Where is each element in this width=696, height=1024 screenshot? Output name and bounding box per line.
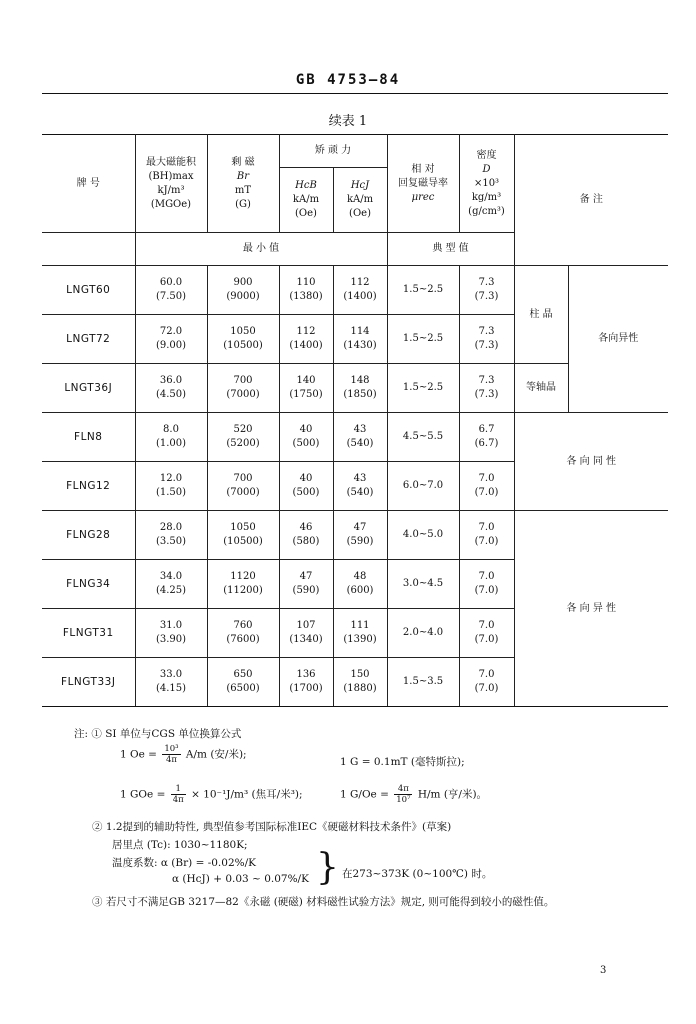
br-cell: 1050 (10500) xyxy=(207,511,279,560)
note-2-temp-range: 在273~373K (0~100℃) 时。 xyxy=(342,868,493,880)
hcb-cell: 110 (1380) xyxy=(279,266,333,315)
hcj-cell: 111 (1390) xyxy=(333,609,387,658)
note-1-formula-g-per-oe: 1 G/Oe = $\frac{4\pi}{\text{10⁷}}$ H/m (亨/米)。 xyxy=(340,784,488,805)
permeability-cell: 1.5~2.5 xyxy=(387,364,459,413)
hcb-cell: 47 (590) xyxy=(279,560,333,609)
density-cell: 6.7 (6.7) xyxy=(459,413,514,462)
br-cell: 650 (6500) xyxy=(207,658,279,707)
remark-isotropic: 各 向 同 性 xyxy=(514,413,668,511)
density-cell: 7.0 (7.0) xyxy=(459,658,514,707)
grade-cell: FLNGT33J xyxy=(42,658,135,707)
header-rule xyxy=(42,93,668,94)
grade-cell: LNGT60 xyxy=(42,266,135,315)
permeability-cell: 3.0~4.5 xyxy=(387,560,459,609)
note-1-formula-gauss: 1 G = 0.1mT (毫特斯拉); xyxy=(340,756,465,768)
note-2-temp-coeff-br: 温度系数: α (Br) = -0.02%/K xyxy=(112,857,256,869)
grade-cell: LNGT72 xyxy=(42,315,135,364)
density-cell: 7.0 (7.0) xyxy=(459,511,514,560)
grade-header: 牌 号 xyxy=(42,135,135,233)
remark-equiaxed: 等轴晶 xyxy=(514,364,568,413)
br-cell: 1120 (11200) xyxy=(207,560,279,609)
grade-cell: FLN8 xyxy=(42,413,135,462)
bh-cell: 36.0 (4.50) xyxy=(135,364,207,413)
typical-value-label: 典 型 值 xyxy=(387,233,514,266)
note-2-title: ② 1.2提到的辅助特性, 典型值参考国际标准IEC《硬磁材料技术条件》(草案) xyxy=(92,821,452,833)
density-cell: 7.0 (7.0) xyxy=(459,462,514,511)
hcb-cell: 112 (1400) xyxy=(279,315,333,364)
hcj-cell: 43 (540) xyxy=(333,413,387,462)
hcb-cell: 136 (1700) xyxy=(279,658,333,707)
density-cell: 7.0 (7.0) xyxy=(459,560,514,609)
permeability-cell: 1.5~2.5 xyxy=(387,266,459,315)
bh-cell: 33.0 (4.15) xyxy=(135,658,207,707)
br-cell: 1050 (10500) xyxy=(207,315,279,364)
br-cell: 900 (9000) xyxy=(207,266,279,315)
table-caption: 续表 1 xyxy=(328,114,368,129)
standard-number: GB 4753—84 xyxy=(295,72,401,88)
br-header: 剩 磁 Br mT (G) xyxy=(207,135,279,233)
remark-anisotropic-2: 各 向 异 性 xyxy=(514,511,668,707)
br-cell: 760 (7600) xyxy=(207,609,279,658)
bh-header: 最大磁能积 (BH)max kJ/m³ (MGOe) xyxy=(135,135,207,233)
grade-cell: FLNG34 xyxy=(42,560,135,609)
bh-cell: 60.0 (7.50) xyxy=(135,266,207,315)
remark-anisotropic-1: 各向异性 xyxy=(568,266,668,413)
table-row xyxy=(42,266,668,315)
hcj-cell: 150 (1880) xyxy=(333,658,387,707)
density-cell: 7.3 (7.3) xyxy=(459,266,514,315)
note-1-formula-oe: 1 Oe = $\frac{\text{10³}}{4\pi}$ A/m (安/米); xyxy=(120,744,247,765)
hcb-cell: 40 (500) xyxy=(279,462,333,511)
hcb-cell: 140 (1750) xyxy=(279,364,333,413)
brace-icon: } xyxy=(316,847,339,888)
table-row xyxy=(42,413,668,462)
grade-cell: FLNGT31 xyxy=(42,609,135,658)
hcj-cell: 43 (540) xyxy=(333,462,387,511)
bh-cell: 34.0 (4.25) xyxy=(135,560,207,609)
permeability-cell: 6.0~7.0 xyxy=(387,462,459,511)
hcb-header: HcB kA/m (Oe) xyxy=(279,168,333,233)
hcb-cell: 40 (500) xyxy=(279,413,333,462)
note-1-title: 注: ① SI 单位与CGS 单位换算公式 xyxy=(74,728,242,740)
br-cell: 700 (7000) xyxy=(207,364,279,413)
bh-cell: 31.0 (3.90) xyxy=(135,609,207,658)
permeability-cell: 4.0~5.0 xyxy=(387,511,459,560)
grade-header-spacer xyxy=(42,233,135,266)
permeability-header: 相 对 回复磁导率 μrec xyxy=(387,135,459,233)
br-cell: 520 (5200) xyxy=(207,413,279,462)
permeability-cell: 1.5~2.5 xyxy=(387,315,459,364)
table-row xyxy=(42,511,668,560)
hcj-cell: 114 (1430) xyxy=(333,315,387,364)
density-cell: 7.3 (7.3) xyxy=(459,364,514,413)
density-cell: 7.3 (7.3) xyxy=(459,315,514,364)
bh-cell: 8.0 (1.00) xyxy=(135,413,207,462)
bh-cell: 72.0 (9.00) xyxy=(135,315,207,364)
note-2-temp-coeff-hcj: α (HcJ) + 0.03 ~ 0.07%/K xyxy=(172,873,309,885)
hcj-cell: 148 (1850) xyxy=(333,364,387,413)
note-1-formula-goe: 1 GOe = $\frac{1}{4\pi}$ × 10⁻¹J/m³ (焦耳/米³); xyxy=(120,784,303,805)
coercivity-header: 矫 顽 力 xyxy=(279,135,387,168)
hcb-cell: 46 (580) xyxy=(279,511,333,560)
hcj-cell: 47 (590) xyxy=(333,511,387,560)
remark-header: 备 注 xyxy=(514,135,668,266)
page-number: 3 xyxy=(600,965,607,976)
bh-cell: 28.0 (3.50) xyxy=(135,511,207,560)
grade-cell: FLNG28 xyxy=(42,511,135,560)
permeability-cell: 1.5~3.5 xyxy=(387,658,459,707)
grade-cell: LNGT36J xyxy=(42,364,135,413)
permeability-cell: 4.5~5.5 xyxy=(387,413,459,462)
hcj-cell: 112 (1400) xyxy=(333,266,387,315)
permeability-cell: 2.0~4.0 xyxy=(387,609,459,658)
hcb-cell: 107 (1340) xyxy=(279,609,333,658)
hcj-cell: 48 (600) xyxy=(333,560,387,609)
density-cell: 7.0 (7.0) xyxy=(459,609,514,658)
remark-columnar: 柱 晶 xyxy=(514,266,568,364)
density-header: 密度 D ×10³ kg/m³ (g/cm³) xyxy=(459,135,514,233)
bh-cell: 12.0 (1.50) xyxy=(135,462,207,511)
hcj-header: HcJ kA/m (Oe) xyxy=(333,168,387,233)
note-2-curie-point: 居里点 (Tc): 1030~1180K; xyxy=(112,839,248,851)
note-3: ③ 若尺寸不满足GB 3217—82《永磁 (硬磁) 材料磁性试验方法》规定, 则可能得到较小的磁性值。 xyxy=(92,896,555,908)
br-cell: 700 (7000) xyxy=(207,462,279,511)
magnet-properties-table xyxy=(42,134,668,707)
minimum-value-label: 最 小 值 xyxy=(135,233,387,266)
grade-cell: FLNG12 xyxy=(42,462,135,511)
